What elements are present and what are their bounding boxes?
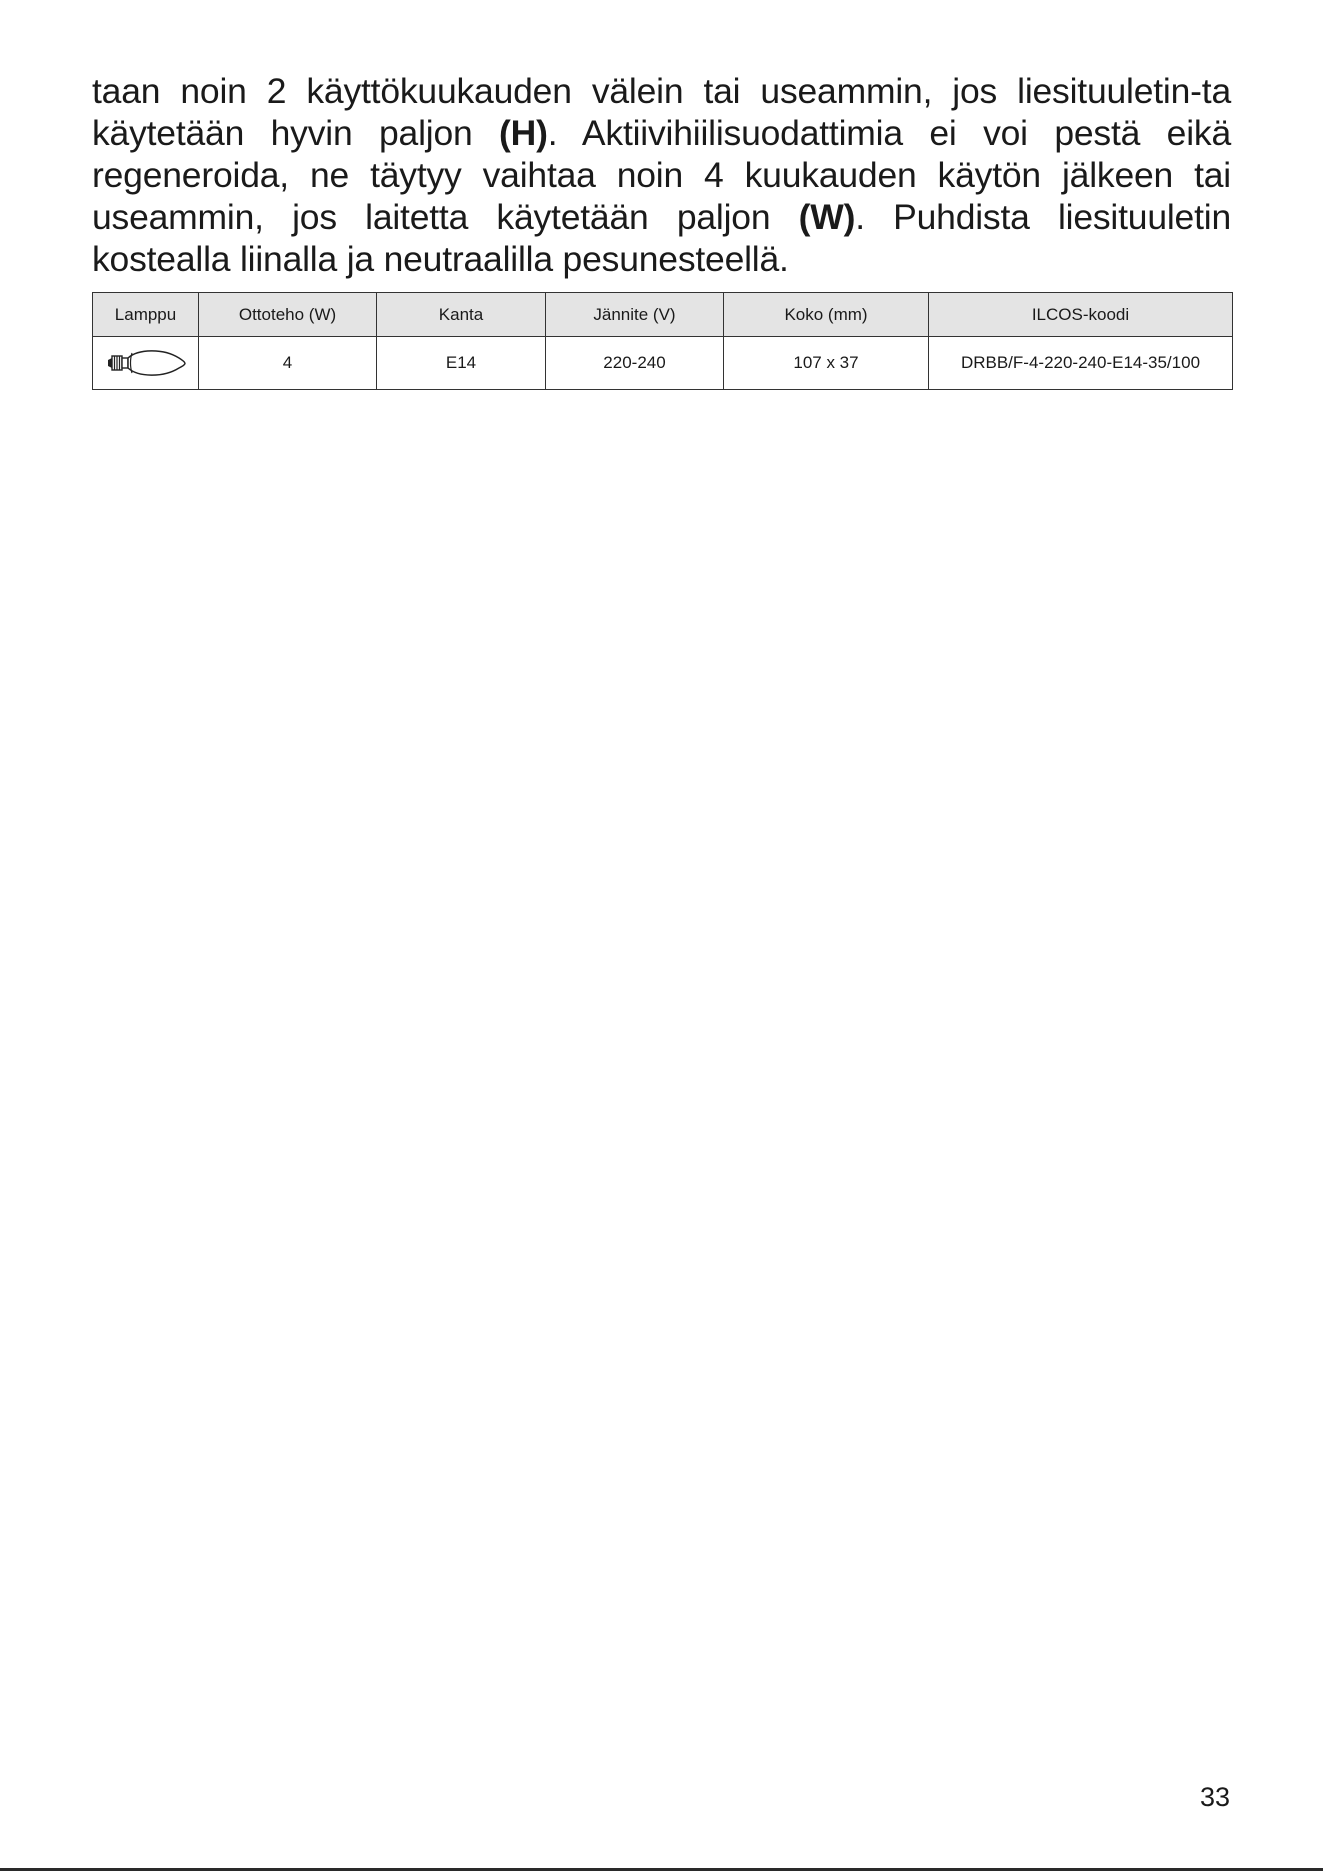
bottom-divider (0, 1868, 1323, 1871)
page-number: 33 (1200, 1782, 1231, 1812)
header-voltage: Jännite (V) (546, 293, 724, 337)
paragraph-text-1: taan noin 2 käyttökuukauden välein tai useammin, jos liesituuletin-ta käytetään hyvin paljon (92, 71, 1231, 153)
table-row (93, 337, 1233, 390)
cell-voltage: 220-240 (546, 337, 724, 390)
header-ilcos: ILCOS-koodi (929, 293, 1233, 337)
lamp-spec-table (92, 292, 1233, 390)
paragraph-text-3: . Puhdista liesituuletin kostealla liinalla ja neutraalilla pesunesteellä. (92, 197, 1231, 279)
candle-bulb-icon (103, 345, 189, 381)
cell-base: E14 (377, 337, 546, 390)
reference-h: (H) (499, 113, 548, 153)
body-paragraph (92, 70, 1231, 280)
cell-lamp (93, 337, 199, 390)
header-base: Kanta (377, 293, 546, 337)
header-size: Koko (mm) (724, 293, 929, 337)
table-header-row (93, 293, 1233, 337)
cell-size: 107 x 37 (724, 337, 929, 390)
paragraph-text-2: . Aktiivihiilisuodattimia ei voi pestä eikä regeneroida, ne täytyy vaihtaa noin 4 kuukauden käytön jälkeen tai useammin, jos laitetta käytetään paljon (92, 113, 1231, 237)
reference-w: (W) (798, 197, 856, 237)
cell-ilcos: DRBB/F-4-220-240-E14-35/100 (929, 337, 1233, 390)
cell-power: 4 (199, 337, 377, 390)
header-lamp: Lamppu (93, 293, 199, 337)
header-power: Ottoteho (W) (199, 293, 377, 337)
